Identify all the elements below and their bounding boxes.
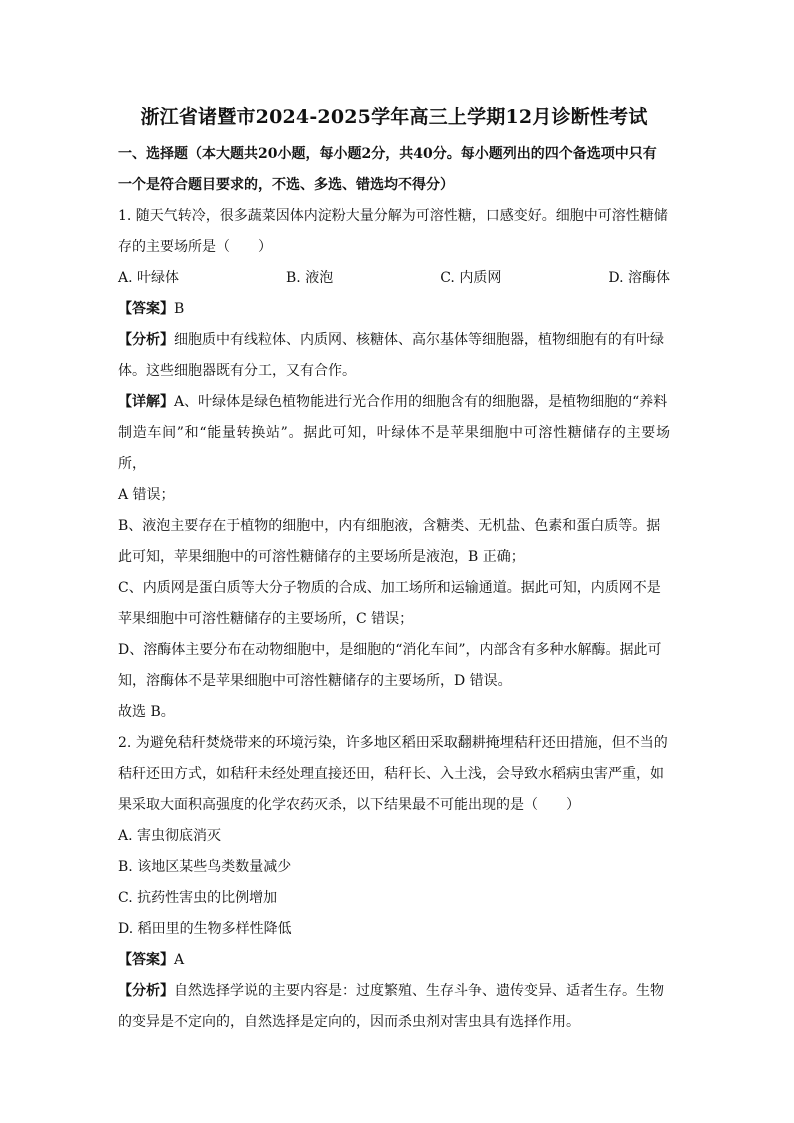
document-page: [118, 103, 670, 1038]
q2-answer-value: A: [174, 952, 185, 968]
q1-detail-b-line-2: 此可知，苹果细胞中的可溶性糖储存的主要场所是液泡，B 正确；: [118, 549, 525, 565]
q2-answer-tag: 【答案】: [118, 952, 174, 968]
q2-option-d: D. 稻田里的生物多样性降低: [118, 921, 292, 937]
q1-stem-line-2: 存的主要场所是（ ）: [118, 239, 272, 255]
q1-analysis-text-1: 细胞质中有线粒体、内质网、核糖体、高尔基体等细胞器，植物细胞有的有叶绿: [174, 332, 664, 348]
q1-detail-tag: 【详解】: [118, 394, 174, 410]
q2-option-b: B. 该地区某些鸟类数量减少: [118, 859, 292, 875]
section-heading-line-1: 一、选择题（本大题共20小题，每小题2分，共40分。每小题列出的四个备选项中只有: [118, 146, 657, 162]
q1-detail-a-line-3: A 错误；: [118, 487, 175, 503]
q2-stem-line-3: 果采取大面积高强度的化学农药灭杀，以下结果最不可能出现的是（ ）: [118, 797, 580, 813]
q1-conclusion: 故选 B。: [118, 704, 175, 720]
q1-detail-d-line-1: D、溶酶体主要分布在动物细胞中，是细胞的“消化车间”，内部含有多种水解酶。据此可: [118, 642, 662, 658]
q1-detail-a-text-1: A、叶绿体是绿色植物能进行光合作用的细胞含有的细胞器，是植物细胞的“养料: [174, 394, 668, 410]
q1-option-d: D. 溶酶体: [608, 270, 670, 286]
q2-stem-line-2: 秸秆还田方式，如秸秆未经处理直接还田，秸秆长、入土浅，会导致水稻病虫害严重，如: [118, 766, 664, 782]
q1-detail-c-line-2: 苹果细胞中可溶性糖储存的主要场所，C 错误；: [118, 611, 414, 627]
q1-detail-b-line-1: B、液泡主要存在于植物的细胞中，内有细胞液，含糖类、无机盐、色素和蛋白质等。据: [118, 518, 661, 534]
q1-analysis-line-2: 体。这些细胞器既有分工，又有合作。: [118, 363, 356, 379]
q2-option-c: C. 抗药性害虫的比例增加: [118, 890, 278, 906]
section-heading-line-2: 一个是符合题目要求的，不选、多选、错选均不得分）: [118, 177, 454, 193]
q2-analysis-text-1: 自然选择学说的主要内容是：过度繁殖、生存斗争、遗传变异、适者生存。生物: [174, 983, 664, 999]
q1-answer: [118, 294, 670, 325]
q1-answer-tag: 【答案】: [118, 301, 174, 317]
q1-analysis-tag: 【分析】: [118, 332, 174, 348]
q1-answer-value: B: [174, 301, 185, 317]
q2-analysis-line-2: 的变异是不定向的，自然选择是定向的，因而杀虫剂对害虫具有选择作用。: [118, 1014, 580, 1030]
q1-option-b: B. 液泡: [286, 270, 334, 286]
q1-detail-c-line-1: C、内质网是蛋白质等大分子物质的合成、加工场所和运输通道。据此可知，内质网不是: [118, 580, 661, 596]
page-title: 浙江省诸暨市2024-2025学年高三上学期12月诊断性考试: [140, 106, 648, 128]
q2-option-a: A. 害虫彻底消灭: [118, 828, 222, 844]
q1-detail-a-line-1: [118, 387, 670, 418]
q1-stem-line-1: 1. 随天气转冷，很多蔬菜因体内淀粉大量分解为可溶性糖，口感变好。细胞中可溶性糖储: [118, 208, 668, 224]
q1-option-a: A. 叶绿体: [118, 270, 180, 286]
q1-detail-d-line-2: 知，溶酶体不是苹果细胞中可溶性糖储存的主要场所，D 错误。: [118, 673, 512, 689]
q2-analysis-line-1: [118, 976, 670, 1007]
q1-option-c: C. 内质网: [440, 270, 502, 286]
q1-detail-a-line-2: 制造车间”和“能量转换站”。据此可知，叶绿体不是苹果细胞中可溶性糖储存的主要场所，: [118, 425, 670, 472]
q1-analysis-line-1: [118, 325, 670, 356]
q2-analysis-tag: 【分析】: [118, 983, 174, 999]
q1-options: [118, 263, 670, 294]
q2-stem-line-1: 2. 为避免秸秆焚烧带来的环境污染，许多地区稻田采取翻耕掩埋秸秆还田措施，但不当的: [118, 735, 668, 751]
q2-answer: [118, 945, 670, 976]
